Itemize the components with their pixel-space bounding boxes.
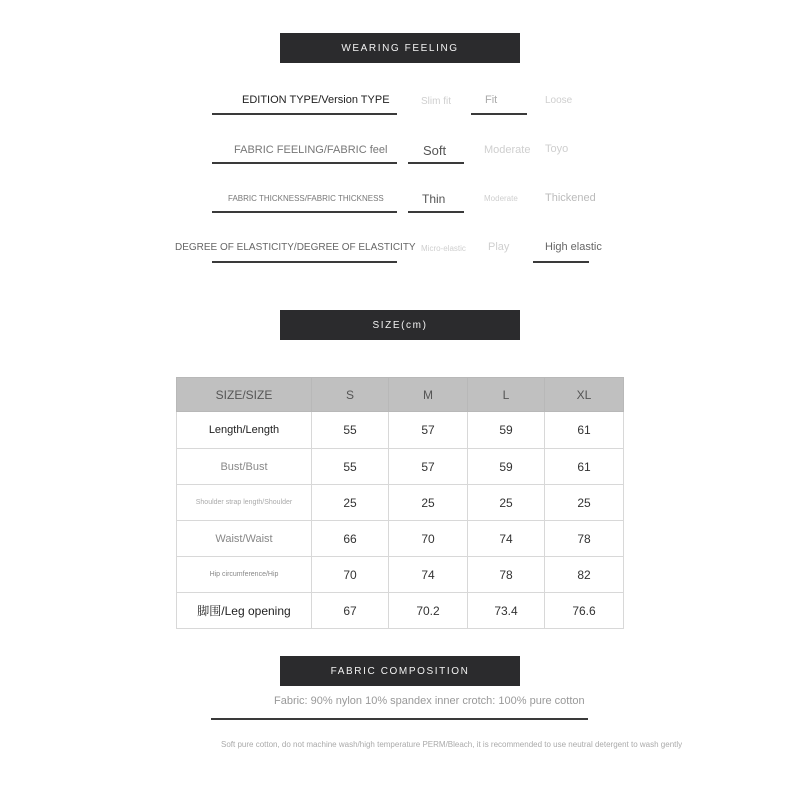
size-title: SIZE(cm) [372, 319, 428, 331]
row-label-leg-opening: 脚围/Leg opening [177, 593, 312, 629]
fabric-thickness-label: FABRIC THICKNESS/FABRIC THICKNESS [228, 194, 384, 203]
header-s: S [312, 378, 389, 412]
wearing-feeling-title: WEARING FEELING [341, 42, 459, 54]
table-cell: 66 [312, 521, 389, 557]
table-cell: 73.4 [468, 593, 545, 629]
size-table-header [177, 378, 624, 412]
table-cell: 25 [468, 485, 545, 521]
header-m: M [389, 378, 468, 412]
table-cell: 59 [468, 412, 545, 449]
header-xl: XL [545, 378, 624, 412]
option-play: Play [488, 241, 510, 253]
fabric-divider [211, 718, 588, 720]
fabric-composition-banner [280, 656, 520, 686]
row-label-length: Length/Length [177, 412, 312, 449]
option-loose: Loose [545, 95, 573, 106]
table-cell: 57 [389, 412, 468, 449]
row-label-waist: Waist/Waist [177, 521, 312, 557]
table-row [177, 449, 624, 485]
table-cell: 78 [545, 521, 624, 557]
option-moderate: Moderate [484, 144, 531, 156]
fabric-feel-label: FABRIC FEELING/FABRIC feel [234, 144, 388, 156]
table-cell: 78 [468, 557, 545, 593]
option-soft-selected: Soft [423, 143, 447, 158]
size-banner [280, 310, 520, 340]
table-row [177, 412, 624, 449]
table-cell: 70.2 [389, 593, 468, 629]
option-slim-fit: Slim fit [421, 96, 451, 107]
header-l: L [468, 378, 545, 412]
row-label-bust: Bust/Bust [177, 449, 312, 485]
table-cell: 61 [545, 412, 624, 449]
option-moderate-thickness: Moderate [484, 194, 518, 203]
table-cell: 59 [468, 449, 545, 485]
elasticity-label: DEGREE OF ELASTICITY/DEGREE OF ELASTICITY [175, 242, 416, 253]
option-micro-elastic: Micro-elastic [421, 244, 466, 253]
wearing-feeling-banner [280, 33, 520, 63]
fabric-thickness-underline [212, 211, 397, 213]
table-cell: 70 [389, 521, 468, 557]
header-size: SIZE/SIZE [177, 378, 312, 412]
table-cell: 74 [468, 521, 545, 557]
table-cell: 25 [545, 485, 624, 521]
table-cell: 74 [389, 557, 468, 593]
row-label-shoulder: Shoulder strap length/Shoulder [177, 485, 312, 521]
option-fit-underline [471, 113, 527, 115]
elasticity-underline [212, 261, 397, 263]
edition-type-underline [212, 113, 397, 115]
table-cell: 76.6 [545, 593, 624, 629]
fabric-composition-title: FABRIC COMPOSITION [330, 665, 470, 677]
option-thin-underline [408, 211, 464, 213]
table-row [177, 485, 624, 521]
table-row [177, 521, 624, 557]
table-cell: 25 [312, 485, 389, 521]
option-fit-selected: Fit [485, 94, 498, 106]
option-thin-selected: Thin [422, 192, 446, 206]
table-cell: 55 [312, 412, 389, 449]
option-soft-underline [408, 162, 464, 164]
option-high-elastic-underline [533, 261, 589, 263]
size-table [176, 377, 624, 629]
fabric-composition-text: Fabric: 90% nylon 10% spandex inner crotch: 100% pure cotton [274, 695, 585, 707]
care-instructions-text: Soft pure cotton, do not machine wash/high temperature PERM/Bleach, it is recommended to use neutral detergent to wash gently [221, 740, 683, 749]
table-cell: 67 [312, 593, 389, 629]
edition-type-label: EDITION TYPE/Version TYPE [242, 94, 390, 106]
table-row [177, 593, 624, 629]
option-thickened: Thickened [545, 192, 596, 204]
option-toyo: Toyo [545, 143, 569, 155]
option-high-elastic-selected: High elastic [545, 241, 602, 253]
row-label-hip: Hip circumference/Hip [177, 557, 312, 593]
table-cell: 70 [312, 557, 389, 593]
table-cell: 82 [545, 557, 624, 593]
table-row [177, 557, 624, 593]
table-cell: 25 [389, 485, 468, 521]
table-cell: 55 [312, 449, 389, 485]
fabric-feel-underline [212, 162, 397, 164]
table-cell: 61 [545, 449, 624, 485]
table-cell: 57 [389, 449, 468, 485]
